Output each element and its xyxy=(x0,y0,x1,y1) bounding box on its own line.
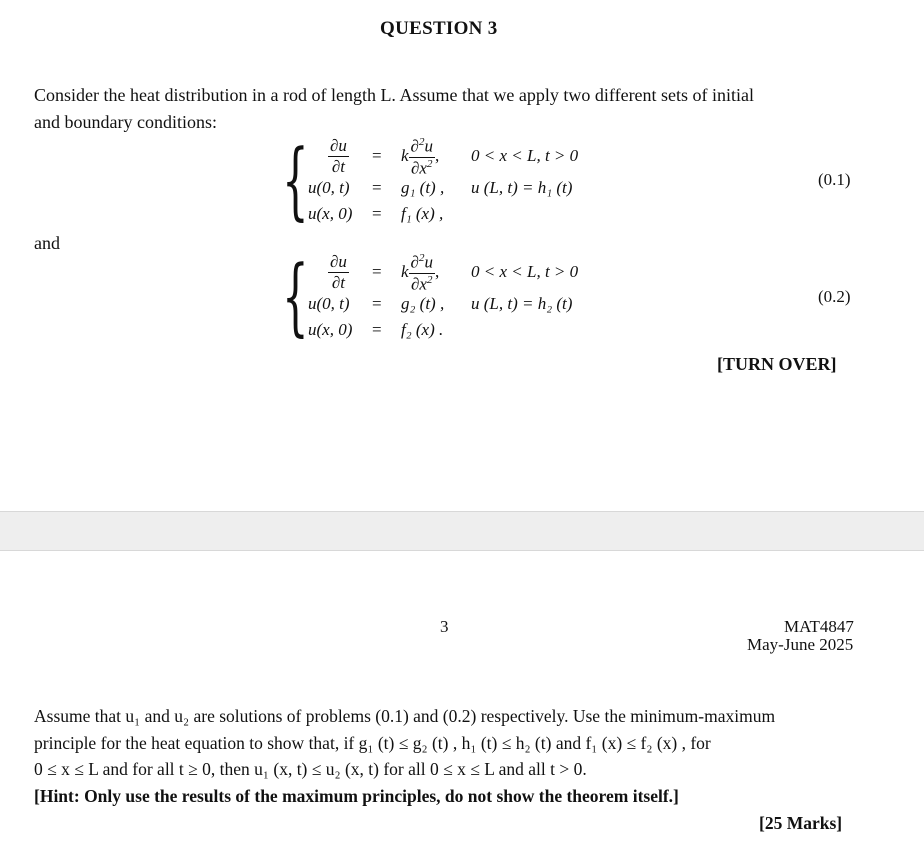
system-2-cond-2: u (L, t) = h₂ (t) xyxy=(471,294,573,313)
system-2-lhs-2: u(0, t) xyxy=(308,294,350,313)
system-2-rhs-2: g₂ (t) , xyxy=(401,294,445,313)
course-code: MAT4847 xyxy=(784,617,854,636)
system-2-lhs-3: u(x, 0) xyxy=(308,320,353,339)
exam-session: May-June 2025 xyxy=(747,635,854,654)
system-1-lhs-1: $\frac{\partial u}{\partial t}$ xyxy=(330,136,347,176)
turn-over-label: [TURN OVER] xyxy=(717,354,837,374)
body-line-3: 0 ≤ x ≤ L and for all t ≥ 0, then u₁ (x, t) ≤ u₂ (x, t) for all 0 ≤ x ≤ L and all t > 0. xyxy=(34,759,587,779)
system-1 xyxy=(300,136,720,226)
system-2-lhs-1: $\frac{\partial u}{\partial t}$ xyxy=(330,252,347,292)
system-1-rhs-2: g₁ (t) , xyxy=(401,178,445,197)
left-brace-system-2: { xyxy=(282,247,309,345)
system-1-cond-2: u (L, t) = h₁ (t) xyxy=(471,178,573,197)
system-1-rhs-3: f₁ (x) , xyxy=(401,204,444,223)
equation-number-0-2: (0.2) xyxy=(818,287,851,306)
system-1-eq-1: = xyxy=(372,146,382,165)
system-1-rhs-1: k $\frac{\partial^2u}{\partial x^2}$ , xyxy=(401,136,440,178)
and-label: and xyxy=(34,233,60,253)
intro-line-2: and boundary conditions: xyxy=(34,112,217,132)
system-2-eq-3: = xyxy=(372,320,382,339)
system-1-eq-3: = xyxy=(372,204,382,223)
intro-line-1: Consider the heat distribution in a rod of length L. Assume that we apply two different sets of initial xyxy=(34,85,755,105)
question-title: QUESTION 3 xyxy=(380,18,498,39)
system-2-cond-1: 0 < x < L, t > 0 xyxy=(471,262,579,281)
system-2-rhs-3: f₂ (x) . xyxy=(401,320,444,339)
page-number: 3 xyxy=(440,617,449,636)
page-break-gap xyxy=(0,511,924,551)
system-1-cond-1: 0 < x < L, t > 0 xyxy=(471,146,579,165)
system-1-lhs-3: u(x, 0) xyxy=(308,204,353,223)
system-2-eq-2: = xyxy=(372,294,382,313)
hint-line: [Hint: Only use the results of the maximum principles, do not show the theorem itself.] xyxy=(34,786,679,806)
system-2 xyxy=(300,252,720,342)
system-1-lhs-2: u(0, t) xyxy=(308,178,350,197)
left-brace-system-1: { xyxy=(282,131,309,229)
system-2-rhs-1: k $\frac{\partial^2u}{\partial x^2}$ , xyxy=(401,252,440,294)
system-1-eq-2: = xyxy=(372,178,382,197)
equation-number-0-1: (0.1) xyxy=(818,170,851,189)
body-line-1: Assume that u₁ and u₂ are solutions of problems (0.1) and (0.2) respectively. Use the minimum-maximum xyxy=(34,706,776,726)
body-line-2: principle for the heat equation to show that, if g₁ (t) ≤ g₂ (t) , h₁ (t) ≤ h₂ (t) and f₁ (x) ≤ f₂ (x) , for xyxy=(34,733,711,753)
marks-label: [25 Marks] xyxy=(759,813,843,833)
system-2-eq-1: = xyxy=(372,262,382,281)
